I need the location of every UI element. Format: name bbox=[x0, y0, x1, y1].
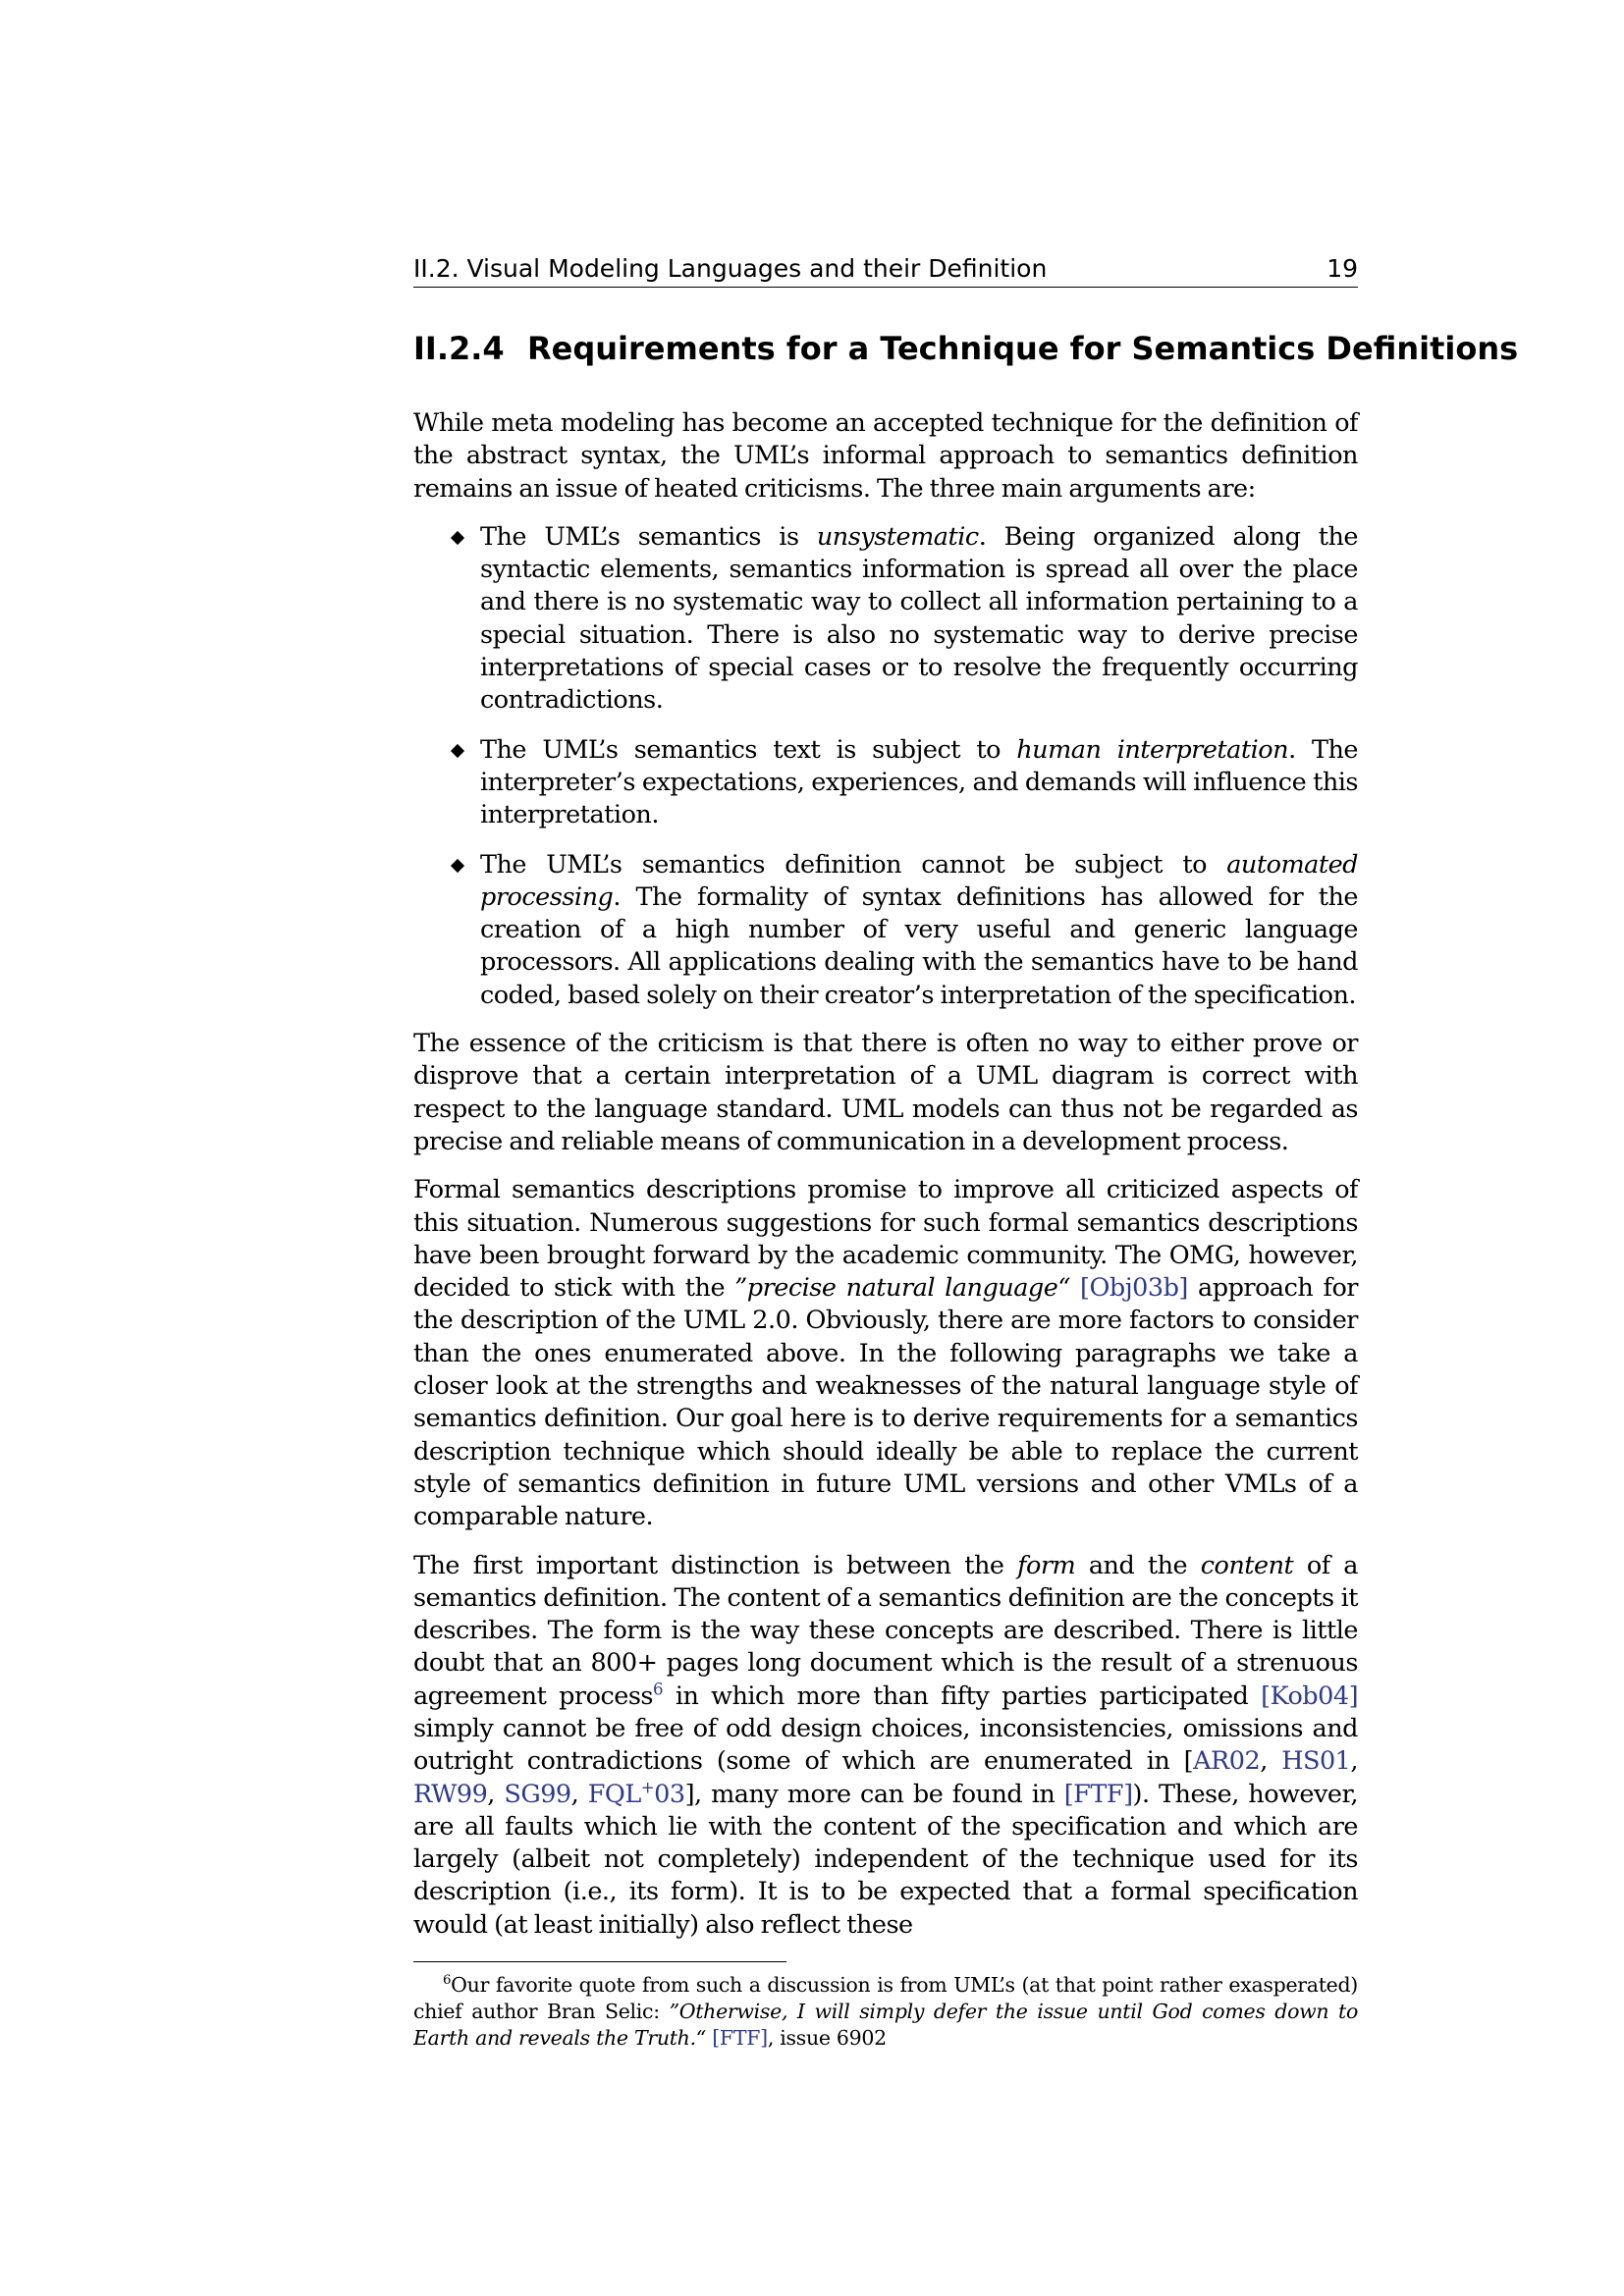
chapter-title: II.2. Visual Modeling Languages and their Definition bbox=[413, 254, 1048, 283]
formal-semantics-paragraph: Formal semantics descriptions promise to improve all criticized aspects of this situation. Numerous suggestions for such formal semantics descriptions have been brought forward by the academic community. The OMG, however, decided to stick with the ”precise natural language“ [Obj03b] approach for the description of the UML 2.0. Obviously, there are more factors to consider than the ones enumerated above. In the following paragraphs we take a closer look at the strengths and weaknesses of the natural language style of semantics definition. Our goal here is to derive requirements for a semantics description technique which should ideally be able to replace the current style of semantics definition in future UML versions and other VMLs of a comparable nature. bbox=[413, 1175, 1358, 1532]
list-item: The UML’s semantics definition cannot be subject to automated processing. The formality of syntax definitions has allowed for the creation of a high number of very useful and generic language processors. All applications dealing with the semantics have to be hand coded, based solely on their creator’s interpretation of the specification. bbox=[480, 849, 1358, 1012]
citation-link[interactable]: [FTF] bbox=[712, 2026, 768, 2051]
diamond-bullet-icon bbox=[451, 858, 464, 872]
citation-link[interactable]: [Obj03b] bbox=[1080, 1273, 1188, 1304]
diamond-bullet-icon bbox=[451, 744, 464, 758]
citation-link[interactable]: HS01 bbox=[1281, 1746, 1351, 1777]
page-number: 19 bbox=[1326, 254, 1358, 283]
section-title: Requirements for a Technique for Semantics Definitions bbox=[527, 330, 1519, 367]
intro-paragraph: While meta modeling has become an accepted technique for the definition of the abstract syntax, the UML’s informal approach to semantics definition remains an issue of heated criticisms. The three main arguments are: bbox=[413, 408, 1358, 504]
running-head bbox=[413, 253, 1358, 288]
quote-text: ”precise natural language“ bbox=[734, 1273, 1070, 1304]
list-item: The UML’s semantics is unsystematic. Being organized along the syntactic elements, semantics information is spread all over the place and there is no systematic way to collect all information pertaining to a special situation. There is also no systematic way to derive precise interpretations of special cases or to resolve the frequently occurring contradictions. bbox=[480, 521, 1358, 718]
diamond-bullet-icon bbox=[451, 531, 464, 545]
footnote-quote: ”Otherwise, I will simply defer the issue until God comes down to Earth and reveals the Truth.“ bbox=[413, 2000, 1358, 2051]
citation-link[interactable]: FQL+03 bbox=[587, 1778, 685, 1809]
footnote-number: 6 bbox=[443, 1973, 452, 1989]
citation-link[interactable]: SG99 bbox=[504, 1779, 571, 1809]
citation-link[interactable]: RW99 bbox=[413, 1779, 488, 1809]
section-number: II.2.4 bbox=[413, 330, 505, 367]
argument-list bbox=[413, 521, 1358, 1012]
citation-link[interactable]: [FTF] bbox=[1063, 1779, 1133, 1809]
footnote-marker[interactable]: 6 bbox=[653, 1680, 664, 1699]
citation-link[interactable]: AR02 bbox=[1193, 1746, 1261, 1777]
footnote: $^6$Our favorite quote from such a discussion is from UML’s (at that point rather exasperated) chief author Bran Selic: ”Otherwise, I will simply defer the issue until God comes down to Earth and reveals the Truth.“ [FTF], issue 6902 bbox=[413, 1973, 1358, 2051]
form-content-paragraph: The first important distinction is between the form and the content of a semantics definition. The content of a semantics definition are the concepts it describes. The form is the way these concepts are described. There is little doubt that an 800+ pages long document which is the result of a strenuous agreement process$^6$ in which more than fifty parties participated [Kob04] simply cannot be free of odd design choices, inconsistencies, omissions and outright contradictions (some of which are enumerated in [AR02, HS01, RW99, SG99, FQL+03], many more can be found in [FTF]). These, however, are all faults which lie with the content of the specification and which are largely (albeit not completely) independent of the technique used for its description (i.e., its form). It is to be expected that a formal specification would (at least initially) also reflect these bbox=[413, 1550, 1359, 1940]
page bbox=[413, 253, 1519, 2072]
criticism-paragraph: The essence of the criticism is that there is often no way to either prove or disprove that a certain interpretation of a UML diagram is correct with respect to the language standard. UML models can thus not be regarded as precise and reliable means of communication in a development process. bbox=[413, 1029, 1358, 1156]
footnote-rule bbox=[413, 1961, 786, 1962]
list-item: The UML’s semantics text is subject to human interpretation. The interpreter’s expectations, experiences, and demands will influence this interpretation. bbox=[480, 734, 1358, 832]
citation-link[interactable]: [Kob04] bbox=[1261, 1681, 1359, 1711]
section-heading bbox=[413, 329, 1519, 368]
